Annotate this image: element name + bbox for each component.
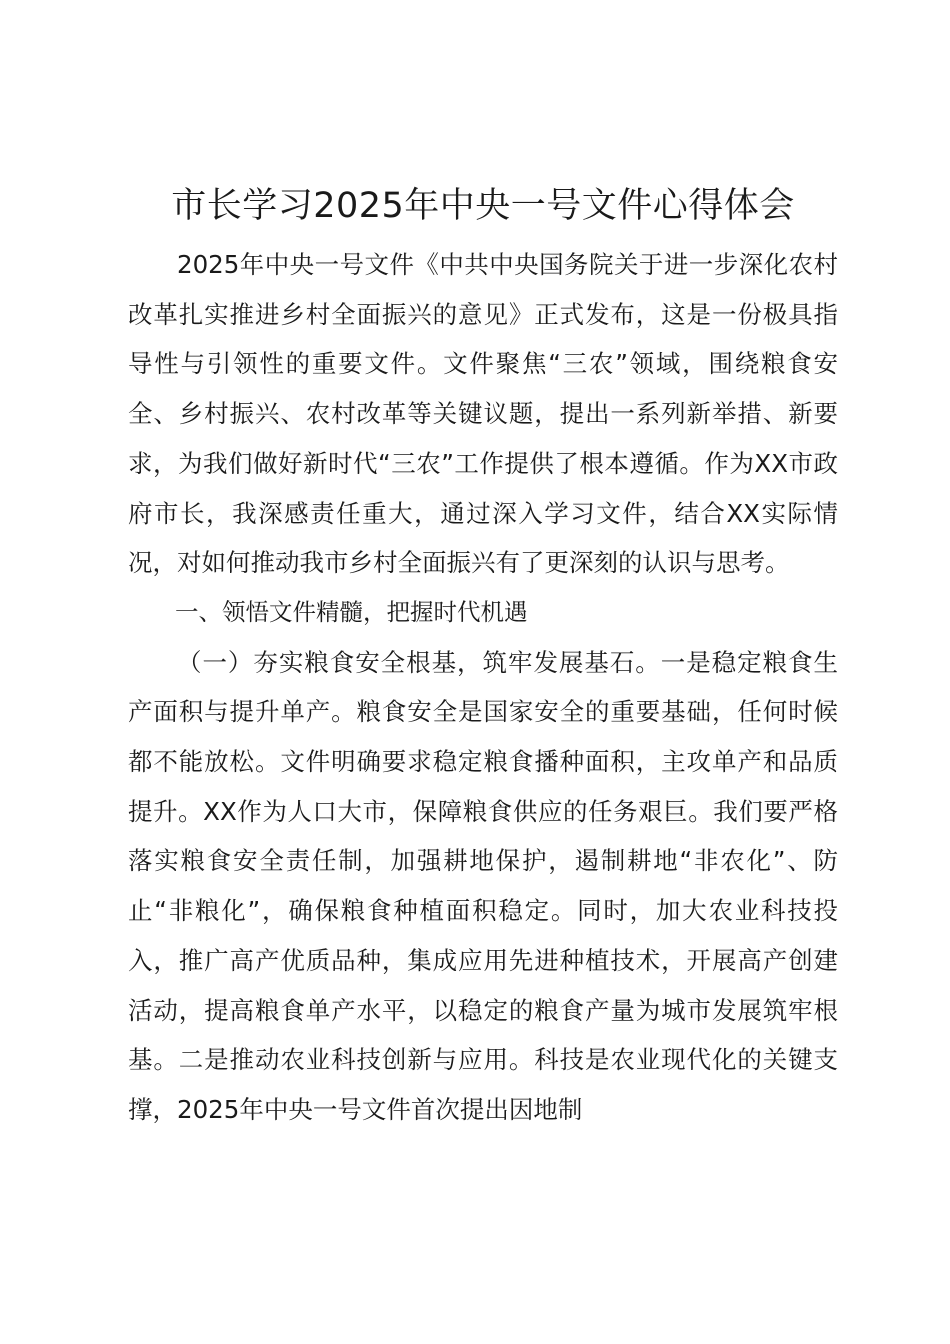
document-title: 市长学习2025年中央一号文件心得体会 (171, 186, 795, 226)
intro-paragraph: 2025年中央一号文件《中共中央国务院关于进一步深化农村改革扎实推进乡村全面振兴的意见》正式发布，这是一份极具指导性与引领性的重要文件。文件聚焦“三农”领域，围绕粮食安全、乡村振兴、农村改革等关键议题，提出一系列新举措、新要求，为我们做好新时代“三农”工作提供了根本遵循。作为XX市政府市长，我深感责任重大，通过深入学习文件，结合XX实际情况，对如何推动我市乡村全面振兴有了更深刻的认识与思考。 (128, 250, 838, 578)
section-heading: 一、领悟文件精髓，把握时代机遇 (175, 597, 528, 626)
document-page (128, 178, 838, 1135)
body-paragraph: （一）夯实粮食安全根基，筑牢发展基石。一是稳定粮食生产面积与提升单产。粮食安全是国家安全的重要基础，任何时候都不能放松。文件明确要求稳定粮食播种面积，主攻单产和品质提升。XX作为人口大市，保障粮食供应的任务艰巨。我们要严格落实粮食安全责任制，加强耕地保护，遏制耕地“非农化”、防止“非粮化”，确保粮食种植面积稳定。同时，加大农业科技投入，推广高产优质品种，集成应用先进种植技术，开展高产创建活动，提高粮食单产水平，以稳定的粮食产量为城市发展筑牢根基。二是推动农业科技创新与应用。科技是农业现代化的关键支撑，2025年中央一号文件首次提出因地制 (128, 647, 838, 1124)
